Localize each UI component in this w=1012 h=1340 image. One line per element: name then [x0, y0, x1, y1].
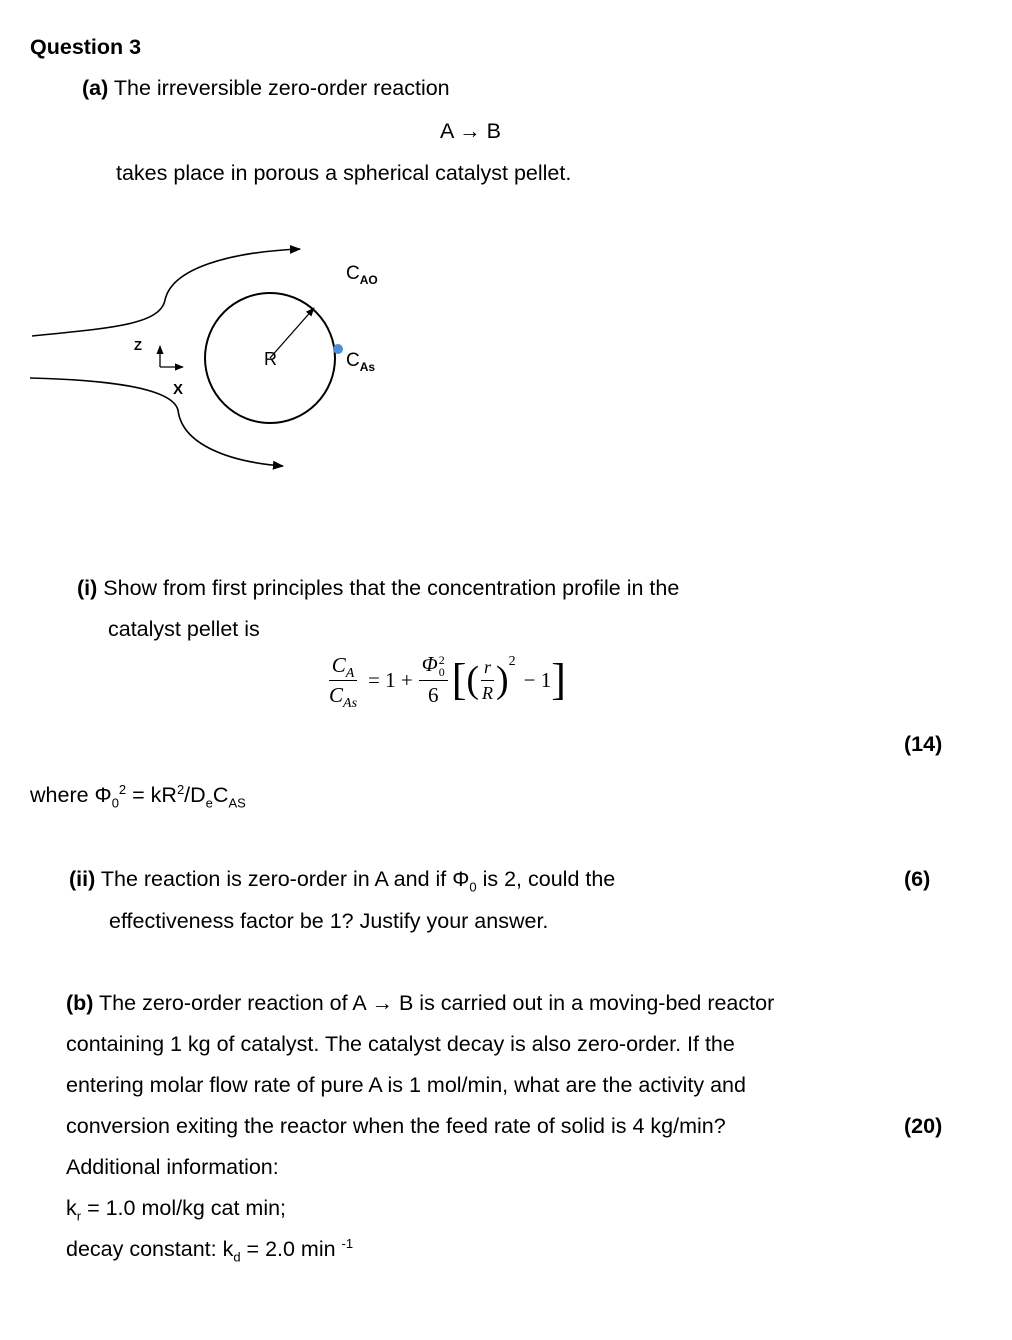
upper-streamline	[32, 249, 300, 336]
phi-den: 6	[427, 683, 439, 708]
square-exponent: 2	[508, 654, 516, 670]
phi-sup: 2	[438, 653, 445, 668]
r-fraction	[479, 657, 496, 704]
where-mid: = kR	[126, 783, 177, 807]
part-ii-line1	[69, 866, 616, 895]
where-c: C	[212, 783, 229, 807]
part-b-label: (b)	[66, 991, 94, 1015]
part-i-marks: (14)	[904, 732, 943, 756]
lhs-den: C	[329, 682, 344, 707]
catalyst-pellet-diagram	[0, 225, 460, 485]
lhs-num-sub: A	[345, 665, 355, 681]
z-axis-label: Z	[134, 338, 142, 353]
lhs-num: C	[331, 652, 346, 677]
part-ii-text1-sub: 0	[469, 879, 477, 895]
left-paren: (	[466, 659, 480, 702]
x-axis-label: X	[173, 381, 184, 398]
where-definition	[30, 781, 246, 811]
lower-streamline	[30, 378, 283, 466]
concentration-profile-equation	[326, 652, 566, 711]
where-slash: /D	[184, 783, 206, 807]
part-a-intro-text: The irreversible zero-order reaction	[113, 76, 450, 100]
phi-sub: 0	[438, 665, 445, 680]
kr-line	[66, 1195, 287, 1224]
kd-prefix: decay constant: k	[66, 1237, 234, 1261]
part-ii-label: (ii)	[69, 867, 96, 891]
kr-rest: = 1.0 mol/kg cat min;	[81, 1196, 287, 1220]
surface-point	[333, 344, 343, 354]
kr-prefix: k	[66, 1196, 77, 1220]
cas-main: C	[346, 350, 360, 371]
kr-sub: r	[76, 1208, 82, 1224]
part-a-intro	[82, 75, 450, 101]
part-b-line1	[66, 990, 774, 1016]
right-paren: )	[496, 659, 509, 702]
surface-concentration-label	[346, 350, 375, 372]
phi-symbol: Φ	[421, 652, 438, 676]
equals-one-plus: = 1 +	[368, 667, 413, 692]
part-ii-text1b: is 2, could the	[476, 867, 616, 891]
phi-fraction	[419, 652, 448, 708]
part-ii-line2: effectiveness factor be 1? Justify your answer.	[109, 909, 549, 933]
where-sup2: 2	[176, 781, 185, 797]
part-b-marks: (20)	[904, 1114, 943, 1138]
left-bracket: [	[451, 655, 467, 705]
part-i-label: (i)	[77, 576, 98, 600]
part-b-line5: Additional information:	[66, 1155, 279, 1179]
kd-rest: = 2.0 min	[240, 1237, 342, 1261]
part-ii-text1a: The reaction is zero-order in A and if Φ	[100, 867, 470, 891]
r-num: r	[484, 656, 492, 677]
part-ii-marks: (6)	[904, 867, 931, 891]
part-b-line3: entering molar flow rate of pure A is 1 mol/min, what are the activity and	[66, 1073, 746, 1097]
where-sub: 0	[111, 795, 119, 811]
part-b-line4: conversion exiting the reactor when the feed rate of solid is 4 kg/min?	[66, 1114, 726, 1138]
bulk-concentration-label	[346, 263, 378, 285]
right-bracket: ]	[551, 655, 566, 705]
part-a-context: takes place in porous a spherical catalyst pellet.	[116, 161, 572, 185]
cas-sub: As	[359, 359, 376, 374]
cao-sub: AO	[359, 272, 378, 287]
cao-main: C	[346, 263, 360, 284]
part-b-text1: The zero-order reaction of A → B is carried out in a moving-bed reactor	[99, 991, 775, 1015]
question-title: Question 3	[30, 35, 142, 59]
where-sup: 2	[118, 781, 127, 797]
kd-line	[66, 1235, 354, 1265]
part-a-label: (a)	[82, 76, 109, 100]
where-prefix: where Φ	[30, 783, 112, 807]
minus-one: − 1	[523, 667, 552, 692]
part-b-line2: containing 1 kg of catalyst. The catalyst decay is also zero-order. If the	[66, 1032, 735, 1056]
r-den: R	[482, 682, 494, 703]
lhs-fraction	[326, 652, 360, 711]
part-i-line1	[77, 575, 679, 601]
kd-sub: d	[233, 1249, 241, 1265]
where-sub-e: e	[205, 795, 213, 811]
where-sub-as: AS	[228, 795, 246, 811]
part-i-line2: catalyst pellet is	[108, 617, 260, 641]
radius-label: R	[264, 349, 277, 369]
lhs-den-sub: As	[343, 695, 358, 711]
kd-sup: -1	[341, 1235, 354, 1251]
part-i-text1: Show from first principles that the concentration profile in the	[103, 576, 680, 600]
reaction-equation: A → B	[440, 119, 501, 143]
